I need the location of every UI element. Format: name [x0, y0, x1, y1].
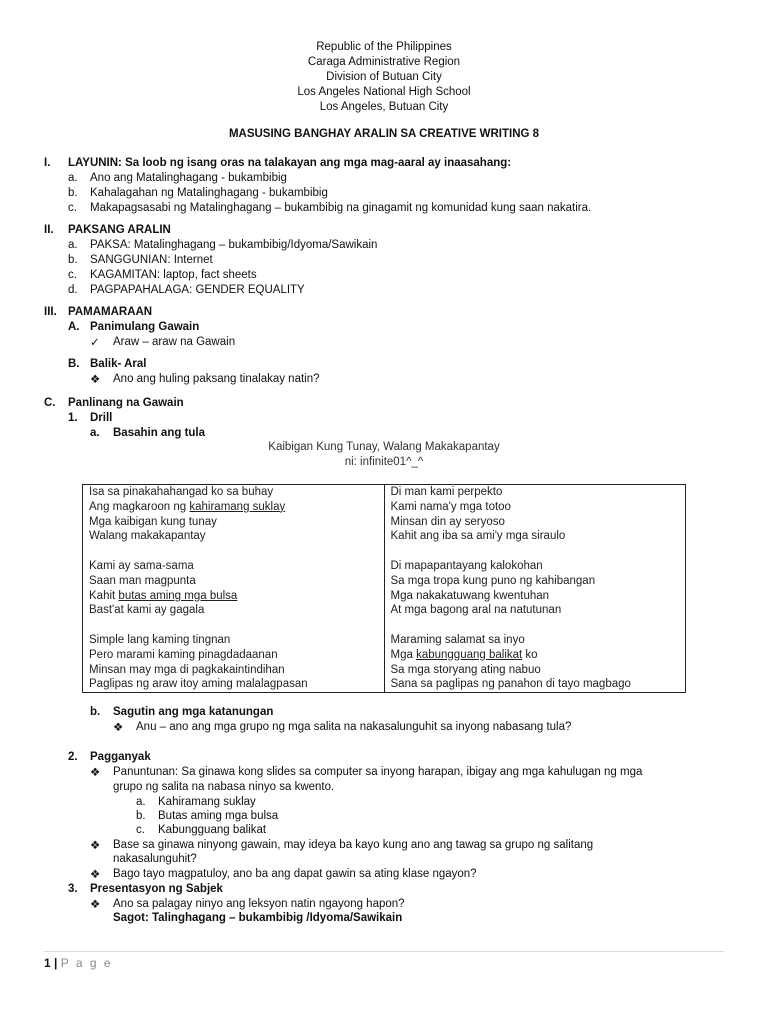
poem-line: Minsan din ay seryoso — [390, 515, 505, 528]
list-marker: 2. — [68, 751, 78, 763]
list-heading: Pagganyak — [90, 751, 151, 763]
poem-line: Maraming salamat sa inyo — [390, 633, 525, 646]
letterhead-line: Los Angeles, Butuan City — [319, 101, 449, 113]
subsection-heading: Panlinang na Gawain — [68, 397, 184, 409]
page-label: P a g e — [60, 956, 113, 970]
poem-line: Bast'at kami ay gagala — [89, 604, 205, 617]
section-heading: PAMAMARAAN — [68, 306, 153, 318]
list-item: Ano ang Matalinghagang - bukambibig — [90, 172, 287, 184]
letterhead-line: Caraga Administrative Region — [307, 56, 461, 68]
list-item: Araw – araw na Gawain — [113, 336, 236, 348]
list-item: Basahin ang tula — [113, 427, 206, 439]
poem-line: Sa mga tropa kung puno ng kahibangan — [390, 574, 596, 587]
list-item: Anu – ano ang mga grupo ng mga salita na nakasalunguhit sa inyong nabasang tula? — [136, 721, 572, 733]
subsection-heading: Panimulang Gawain — [90, 321, 200, 333]
poem-line: Kahit ang iba sa ami'y mga siraulo — [390, 530, 566, 543]
page-number: 1 — [44, 956, 51, 970]
poem-text: Mga — [390, 648, 417, 661]
page-footer — [44, 956, 113, 970]
underlined-phrase: kabungguang balikat — [416, 648, 523, 661]
poem-line — [89, 589, 378, 604]
poem-column-right — [384, 485, 686, 693]
list-item-continued: nakasalunguhit? — [113, 853, 197, 865]
section-heading: PAKSANG ARALIN — [68, 224, 171, 236]
diamond-bullet-icon: ❖ — [90, 897, 101, 911]
letterhead-line: Republic of the Philippines — [316, 41, 452, 53]
footer-divider — [44, 951, 724, 952]
poem-heading — [0, 440, 768, 470]
poem-line: Simple lang kaming tingnan — [89, 633, 231, 646]
section-heading: LAYUNIN: Sa loob ng isang oras na talakayan ang mga mag-aaral ay inaasahang: — [68, 157, 512, 169]
subsection-heading: Balik- Aral — [90, 358, 147, 370]
poem-column-left — [83, 485, 385, 693]
poem-line: Di man kami perpekto — [390, 486, 503, 498]
list-marker: a. — [136, 796, 146, 808]
letterhead-line: Division of Butuan City — [326, 71, 442, 83]
list-item: SANGGUNIAN: Internet — [90, 254, 213, 266]
poem-line: At mga bagong aral na natutunan — [390, 604, 562, 617]
poem-line: Mga nakakatuwang kwentuhan — [390, 589, 550, 602]
underlined-phrase: butas aming mga bulsa — [118, 589, 238, 602]
list-marker: d. — [68, 284, 78, 296]
underlined-phrase: kahiramang suklay — [189, 500, 286, 513]
list-heading: Drill — [90, 412, 113, 424]
list-item-continued: grupo ng salita na nabasa ninyo sa kwento. — [113, 781, 335, 793]
list-item: Butas aming mga bulsa — [158, 810, 279, 822]
letterhead — [0, 40, 768, 115]
poem-line: Mga kaibigan kung tunay — [89, 515, 217, 528]
poem-title: Kaibigan Kung Tunay, Walang Makakapantay — [268, 441, 500, 453]
poem-line: Sana sa paglipas ng panahon di tayo magbago — [390, 678, 631, 691]
list-heading: Presentasyon ng Sabjek — [90, 883, 223, 895]
list-marker: b. — [68, 254, 78, 266]
list-item: PAGPAPAHALAGA: GENDER EQUALITY — [90, 284, 305, 296]
section-number: I. — [44, 157, 51, 169]
list-marker: c. — [136, 824, 145, 836]
list-item: Kahiramang suklay — [158, 796, 256, 808]
diamond-bullet-icon: ❖ — [90, 372, 101, 386]
document-title: MASUSING BANGHAY ARALIN SA CREATIVE WRITING 8 — [228, 128, 540, 140]
footer-separator: | — [54, 956, 58, 970]
poem-table — [82, 484, 686, 693]
subsection-marker: A. — [68, 321, 80, 333]
list-item: Bago tayo magpatuloy, ano ba ang dapat gawin sa ating klase ngayon? — [113, 868, 477, 880]
check-icon: ✓ — [90, 335, 100, 349]
list-marker: 3. — [68, 883, 78, 895]
list-marker: 1. — [68, 412, 78, 424]
poem-text: ko — [522, 648, 538, 661]
list-item: Kabungguang balikat — [158, 824, 267, 836]
list-marker: a. — [68, 239, 78, 251]
list-marker: b. — [68, 187, 78, 199]
poem-line: Pero marami kaming pinagdadaanan — [89, 648, 278, 661]
poem-line: Paglipas ng araw itoy aming malalagpasan — [89, 678, 308, 691]
poem-line: Sa mga storyang ating nabuo — [390, 663, 541, 676]
poem-line: Saan man magpunta — [89, 574, 196, 587]
letterhead-line: Los Angeles National High School — [297, 86, 471, 98]
diamond-bullet-icon: ❖ — [90, 838, 101, 852]
diamond-bullet-icon: ❖ — [90, 765, 101, 779]
subsection-marker: C. — [44, 397, 56, 409]
section-number: II. — [44, 224, 54, 236]
poem-text: Kahit — [89, 589, 119, 602]
list-marker: a. — [68, 172, 78, 184]
list-item: KAGAMITAN: laptop, fact sheets — [90, 269, 257, 281]
poem-line: Walang makakapantay — [89, 530, 206, 543]
diamond-bullet-icon: ❖ — [90, 867, 101, 881]
list-item: Makapagsasabi ng Matalinghagang – bukambibig na ginagamit ng komunidad kung saan nakatira. — [90, 202, 592, 214]
poem-line — [89, 500, 378, 515]
poem-line: Di mapapantayang kalokohan — [390, 559, 543, 572]
section-number: III. — [44, 306, 57, 318]
list-marker: c. — [68, 202, 77, 214]
list-marker: b. — [90, 706, 101, 718]
poem-line: Isa sa pinakahahangad ko sa buhay — [89, 486, 274, 498]
list-item: Base sa ginawa ninyong gawain, may ideya ba kayo kung ano ang tawag sa grupo ng salitang — [113, 839, 594, 851]
poem-author: ni: infinite01^_^ — [344, 456, 424, 468]
list-marker: a. — [90, 427, 100, 439]
list-item: Panuntunan: Sa ginawa kong slides sa computer sa inyong harapan, ibigay ang mga kahulugan ng mga — [113, 766, 643, 778]
list-marker: c. — [68, 269, 77, 281]
subsection-marker: B. — [68, 358, 80, 370]
diamond-bullet-icon: ❖ — [113, 720, 124, 734]
poem-text: Ang magkaroon ng — [89, 500, 190, 513]
list-heading: Sagutin ang mga katanungan — [113, 706, 274, 718]
list-item: Ano sa palagay ninyo ang leksyon natin ngayong hapon? — [113, 898, 405, 910]
list-item: Ano ang huling paksang tinalakay natin? — [113, 373, 320, 385]
poem-line: Kami nama'y mga totoo — [390, 500, 511, 513]
poem-line — [391, 648, 680, 663]
list-item: Kahalagahan ng Matalinghagang - bukambibig — [90, 187, 328, 199]
list-marker: b. — [136, 810, 146, 822]
poem-line: Kami ay sama-sama — [89, 559, 194, 572]
list-item: PAKSA: Matalinghagang – bukambibig/Idyoma/Sawikain — [90, 239, 378, 251]
answer-text: Sagot: Talinghagang – bukambibig /Idyoma/Sawikain — [113, 912, 403, 924]
poem-line: Minsan may mga di pagkakaintindihan — [89, 663, 285, 676]
